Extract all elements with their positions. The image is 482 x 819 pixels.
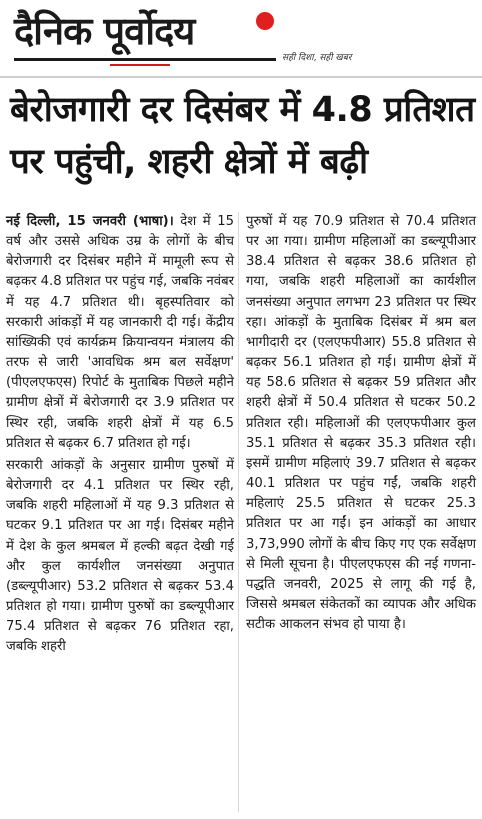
- dateline: नई दिल्ली, 15 जनवरी (भाषा)।: [6, 214, 174, 229]
- article-column-right: [246, 212, 476, 635]
- masthead: [0, 0, 482, 80]
- column-rule: [238, 212, 239, 812]
- newspaper-logo: दैनिक पूर्वोदय: [14, 8, 195, 53]
- article-paragraph: सरकारी आंकड़ों के अनुसार ग्रामीण पुरुषों में बेरोजगारी दर 4.1 प्रतिशत पर स्थिर रही, जबकि शहरी महिलाओं में यह 9.3 प्रतिशत से घटकर 9.1 प्रतिशत पर आ गई। दिसंबर महीने में देश के कुल श्रमबल में हल्की बढ़त देखी गई और कुल कार्यशील जनसंख्या अनुपात (डब्ल्यूपीआर) 53.2 प्रतिशत से बढ़कर 53.4 प्रतिशत हो गया। ग्रामीण पुरुषों का डब्ल्यूपीआर 75.4 प्रतिशत से बढ़कर 76 प्रतिशत रहा, जबकि शहरी: [6, 457, 234, 655]
- article-headline: बेरोजगारी दर दिसंबर में 4.8 प्रतिशत पर पहुंची, शहरी क्षेत्रों में बढ़ी: [10, 90, 475, 182]
- masthead-divider: [0, 76, 482, 78]
- logo-sun-icon: [256, 12, 274, 30]
- logo-accent-line: [110, 64, 170, 66]
- article-paragraph: [6, 212, 234, 454]
- paragraph-text: देश में 15 वर्ष और उससे अधिक उम्र के लोगों के बीच बेरोजगारी दर दिसंबर महीने में मामूली रूप से बढ़कर 4.8 प्रतिशत पर पहुंच गई, जबकि नवंबर में यह 4.7 प्रतिशत थी। बृहस्पतिवार को सरकारी आंकड़ों में यह जानकारी दी गई। केंद्रीय सांख्यिकी एवं कार्यक्रम क्रियान्वयन मंत्रालय की तरफ से जारी 'आवधिक श्रम बल सर्वेक्षण' (पीएलएफएस) रिपोर्ट के मुताबिक पिछले महीने ग्रामीण क्षेत्रों में बेरोजगारी दर 3.9 प्रतिशत पर स्थिर रही, जबकि शहरी क्षेत्रों में यह 6.5 प्रतिशत से बढ़कर 6.7 प्रतिशत हो गई।: [6, 214, 235, 451]
- article-paragraph: पुरुषों में यह 70.9 प्रतिशत से 70.4 प्रतिशत पर आ गया। ग्रामीण महिलाओं का डब्ल्यूपीआर 38.4 प्रतिशत से बढ़कर 38.6 प्रतिशत हो गया, जबकि शहरी महिलाओं का कार्यशील जनसंख्या अनुपात लगभग 23 प्रतिशत पर स्थिर रहा। आंकड़ों के मुताबिक दिसंबर में श्रम बल भागीदारी दर (एलएफपीआर) 55.8 प्रतिशत से बढ़कर 56.1 प्रतिशत हो गई। ग्रामीण क्षेत्रों में यह 58.6 प्रतिशत से बढ़कर 59 प्रतिशत और शहरी क्षेत्रों में 50.4 प्रतिशत से घटकर 50.2 प्रतिशत रही। महिलाओं की एलएफपीआर कुल 35.1 प्रतिशत से बढ़कर 35.3 प्रतिशत रही। इसमें ग्रामीण महिलाएं 39.7 प्रतिशत से बढ़कर 40.1 प्रतिशत पर पहुंच गईं, जबकि शहरी महिलाएं 25.5 प्रतिशत से घटकर 25.3 प्रतिशत पर आ गईं। इन आंकड़ों का आधार 3,73,990 लोगों के बीच किए गए एक सर्वेक्षण से मिली सूचना है। पीएलएफएस की नई गणना-पद्धति जनवरी, 2025 से लागू की गई है, जिससे श्रमबल संकेतकों का व्यापक और अधिक सटीक आकलन संभव हो पाया है।: [246, 214, 476, 633]
- logo-underline: [14, 58, 276, 61]
- article-column-left: [6, 212, 234, 657]
- newspaper-tagline: सही दिशा, सही खबर: [282, 53, 352, 63]
